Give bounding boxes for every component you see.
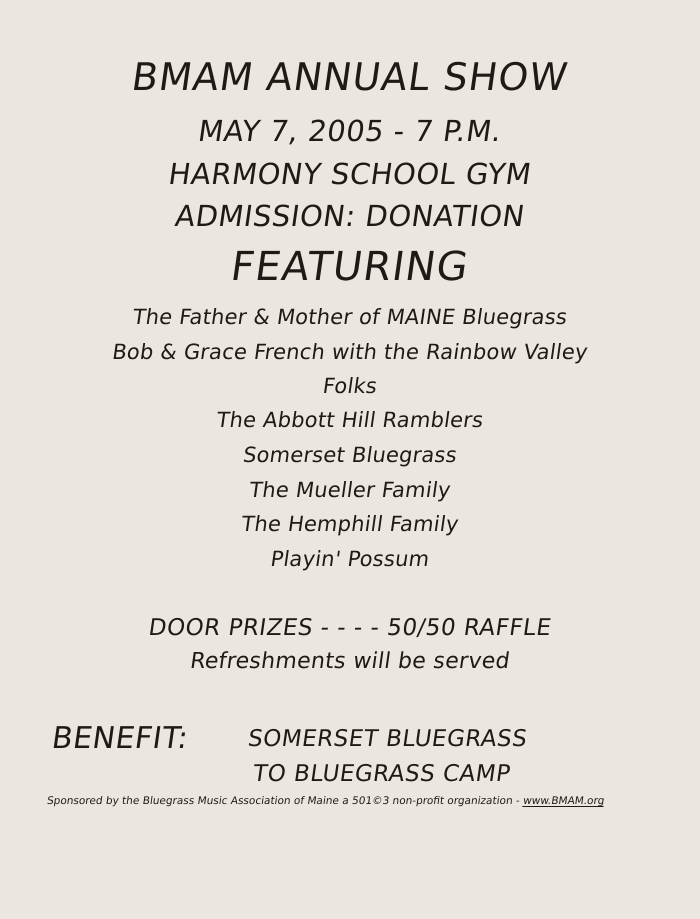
website-link[interactable]: www.BMAM.org xyxy=(522,795,606,807)
event-title: BMAM ANNUAL SHOW xyxy=(129,55,571,99)
event-date-time: MAY 7, 2005 - 7 P.M. xyxy=(196,114,505,148)
benefit-line-1: SOMERSET BLUEGRASS xyxy=(246,726,530,752)
sponsor-footer xyxy=(46,796,605,807)
act-line: Folks xyxy=(321,374,379,398)
act-line: Somerset Bluegrass xyxy=(241,443,459,467)
act-line: The Abbott Hill Ramblers xyxy=(215,408,486,432)
act-line: Playin' Possum xyxy=(269,547,432,571)
sponsor-text: Sponsored by the Bluegrass Music Association of Maine a 501©3 non-profit organization - xyxy=(46,795,524,807)
act-line: The Hemphill Family xyxy=(239,512,461,536)
refreshments-line: Refreshments will be served xyxy=(188,649,512,674)
featuring-heading: FEATURING xyxy=(227,244,473,290)
benefit-line-2: TO BLUEGRASS CAMP xyxy=(251,761,513,787)
act-line: Bob & Grace French with the Rainbow Valley xyxy=(110,340,590,364)
benefit-label: BENEFIT: xyxy=(49,721,191,756)
event-venue: HARMONY SCHOOL GYM xyxy=(166,157,534,191)
act-line: The Father & Mother of MAINE Bluegrass xyxy=(131,305,569,329)
door-prizes-line: DOOR PRIZES - - - - 50/50 RAFFLE xyxy=(146,615,554,641)
act-line: The Mueller Family xyxy=(247,478,453,502)
event-admission: ADMISSION: DONATION xyxy=(173,199,528,233)
